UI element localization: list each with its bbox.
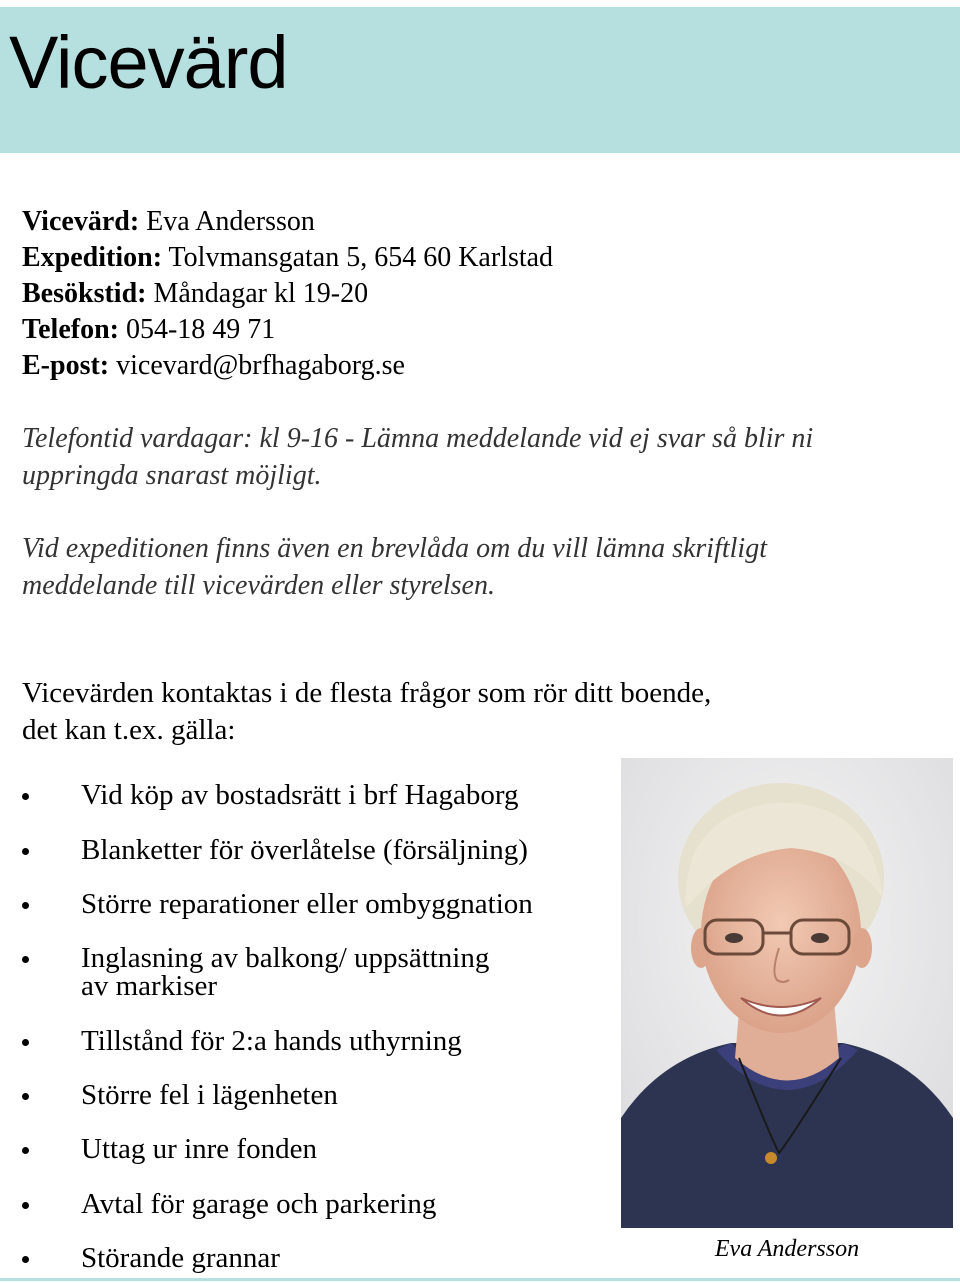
bullet-icon [22, 1147, 29, 1154]
note-line: Vid expeditionen finns även en brevlåda om du vill lämna skriftligt [22, 533, 767, 564]
list-item-text [81, 944, 489, 1000]
list-item-text: Uttag ur inre fonden [81, 1133, 317, 1165]
intro-line: det kan t.ex. gälla: [22, 714, 236, 746]
list-item-text: Tillstånd för 2:a hands uthyrning [81, 1025, 462, 1057]
info-row-visiting-hours [22, 276, 553, 312]
info-row-caretaker [22, 204, 553, 240]
note-line: Telefontid vardagar: kl 9-16 - Lämna meddelande vid ej svar så blir ni [22, 423, 814, 454]
note-line: uppringda snarast möjligt. [22, 460, 322, 491]
info-value: Måndagar kl 19-20 [153, 278, 369, 309]
info-label: Expedition: [22, 242, 163, 273]
bullet-icon [22, 1256, 29, 1263]
portrait-photo [621, 758, 953, 1228]
info-label: Besökstid: [22, 278, 147, 309]
photo-caption: Eva Andersson [714, 1236, 860, 1262]
info-label: Telefon: [22, 314, 119, 345]
mailbox-note [22, 530, 942, 604]
bullet-icon [22, 956, 29, 963]
bullet-icon [22, 902, 29, 909]
list-item-line: av markiser [81, 970, 218, 1002]
bullet-icon [22, 848, 29, 855]
phone-hours-note [22, 420, 942, 494]
bullet-icon [22, 1093, 29, 1100]
intro-line: Vicevärden kontaktas i de flesta frågor som rör ditt boende, [22, 677, 712, 709]
page-header [0, 7, 960, 153]
info-value: Tolvmansgatan 5, 654 60 Karlstad [168, 242, 554, 273]
email-link[interactable]: vicevard@brfhagaborg.se [116, 350, 405, 381]
info-row-email [22, 348, 553, 384]
info-row-phone [22, 312, 553, 348]
info-row-office [22, 240, 553, 276]
list-item-text: Avtal för garage och parkering [81, 1188, 437, 1220]
info-value: 054-18 49 71 [125, 314, 276, 345]
list-item-text: Större reparationer eller ombyggnation [81, 888, 533, 920]
bullet-icon [22, 1039, 29, 1046]
portrait-illustration [621, 758, 953, 1228]
list-item-text: Vid köp av bostadsrätt i brf Hagaborg [81, 779, 519, 811]
bullet-icon [22, 793, 29, 800]
note-line: meddelande till vicevärden eller styrelsen. [22, 570, 495, 601]
list-item-text: Störande grannar [81, 1242, 280, 1274]
tasks-intro [22, 675, 711, 749]
bottom-divider [0, 1278, 960, 1281]
list-item-text: Större fel i lägenheten [81, 1079, 338, 1111]
page-title: Vicevärd [9, 21, 288, 104]
bullet-icon [22, 1202, 29, 1209]
info-label: E-post: [22, 350, 110, 381]
list-item [0, 944, 600, 1000]
info-label: Vicevärd: [22, 206, 140, 237]
info-value: Eva Andersson [146, 206, 315, 237]
list-item-line: Inglasning av balkong/ uppsättning [81, 942, 490, 974]
contact-info [22, 204, 553, 384]
list-item-text: Blanketter för överlåtelse (försäljning) [81, 834, 528, 866]
